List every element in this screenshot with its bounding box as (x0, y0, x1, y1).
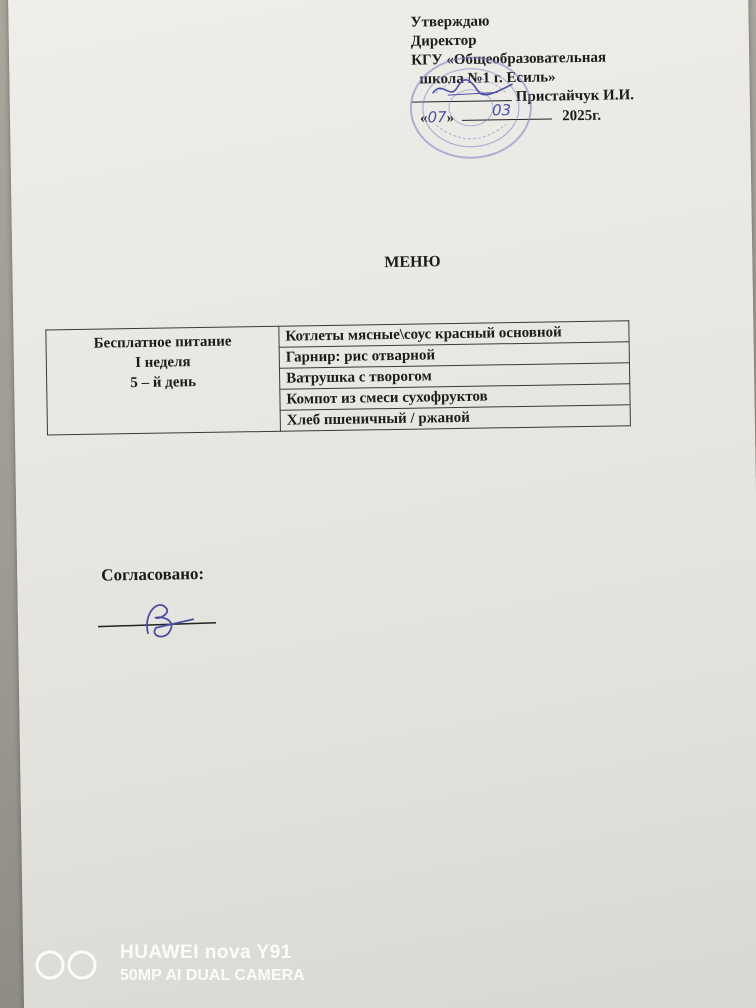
agreement-signature-icon (98, 593, 229, 645)
date-open-quote: « (419, 110, 428, 127)
director-name: Пристайчук И.И. (515, 87, 635, 106)
date-month: 03 (491, 101, 512, 120)
round-stamp-icon (405, 52, 537, 164)
menu-period-line-2: I неделя (135, 354, 191, 372)
approval-line-2: Директор (410, 32, 477, 50)
camera-lens-icon (34, 948, 100, 982)
date-day: 07 (427, 108, 447, 127)
watermark-camera: 50MP AI DUAL CAMERA (120, 967, 305, 984)
dish-cell: Котлеты мясные\соус красный основной (279, 321, 629, 347)
dish-cell: Компот из смеси сухофруктов (280, 384, 630, 410)
dish-cell: Ватрушка с творогом (279, 363, 629, 389)
date-year: 2025г. (562, 107, 602, 125)
agreed-label: Согласовано: (101, 563, 205, 585)
date-close-quote: » (446, 110, 455, 127)
approval-line-1: Утверждаю (410, 13, 490, 31)
menu-period-cell (46, 326, 281, 435)
approval-line-3: КГУ «Общеобразовательная (411, 49, 607, 69)
dish-cell: Хлеб пшеничный / ржаной (280, 405, 630, 431)
menu-period-line-3: 5 – й день (130, 374, 197, 392)
director-signature-icon (427, 74, 517, 105)
dish-cell: Гарнир: рис отварной (279, 342, 629, 368)
watermark-brand: HUAWEI nova Y91 (120, 942, 292, 963)
menu-title: МЕНЮ (384, 253, 441, 272)
menu-period-line-1: Бесплатное питание (93, 333, 232, 352)
document-sheet (8, 0, 756, 1008)
approval-line-4: школа №1 г. Есиль» (419, 69, 556, 88)
menu-table (45, 320, 631, 435)
